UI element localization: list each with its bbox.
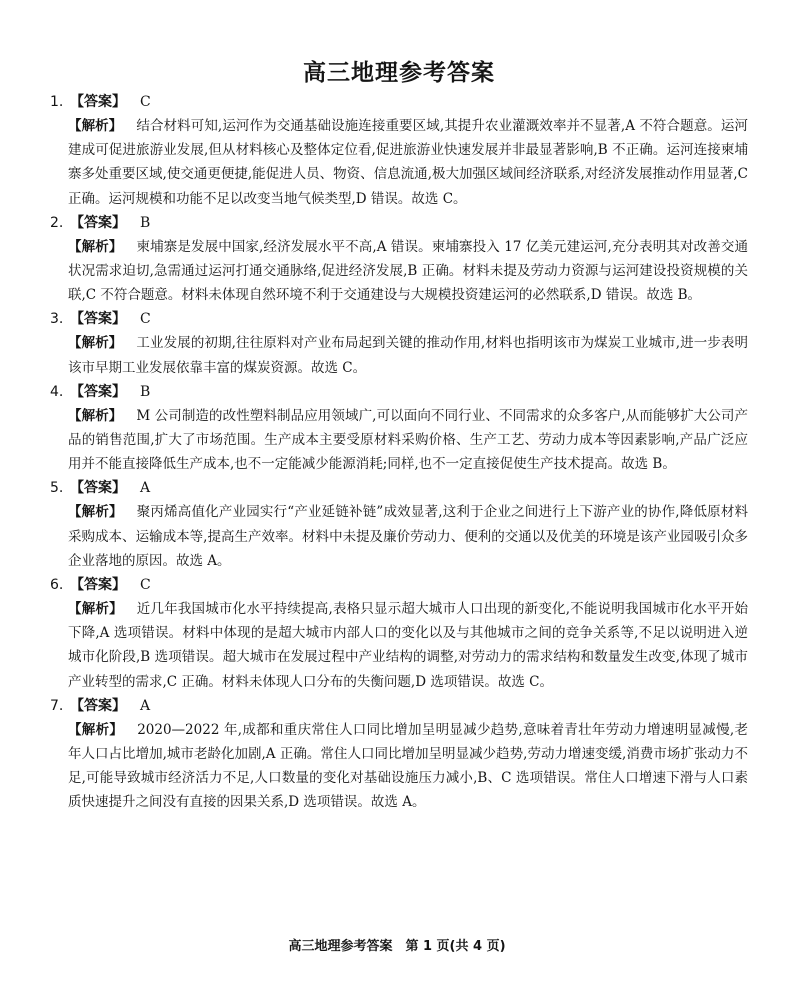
answer-line — [50, 476, 748, 500]
page-title: 高三地理参考答案 — [303, 60, 495, 86]
question-item — [50, 90, 748, 211]
analysis-tag: 【解析】 — [68, 407, 123, 424]
answer-tag: 【答案】 — [70, 480, 126, 497]
analysis-text: 结合材料可知,运河作为交通基础设施连接重要区域,其提升农业灌溉效率并不显著,A 不符合题意。运河建成可促进旅游业发展,但从材料核心及整体定位看,促进旅游业快速发展并非最显著影响,B 不正确。运河连接柬埔寨多处重要区域,使交通更便捷,能促进人员、物资、信息流通,极大加强区域间经济联系,对经济发展推动作用显著,C 正确。运河规模和功能不足以改变当地气候类型,D 错误。故选 C。 — [68, 118, 748, 207]
question-number: 1. — [50, 94, 64, 110]
analysis-tag: 【解析】 — [68, 118, 123, 134]
analysis-paragraph — [50, 500, 748, 573]
answer-line — [50, 307, 748, 331]
answer-tag: 【答案】 — [70, 383, 126, 400]
analysis-paragraph — [50, 331, 748, 379]
answer-tag: 【答案】 — [70, 311, 126, 328]
question-list — [50, 90, 748, 815]
answer-tag: 【答案】 — [70, 94, 126, 110]
analysis-paragraph — [50, 404, 748, 477]
answer-value: B — [140, 214, 151, 231]
question-item — [50, 380, 748, 477]
analysis-tag: 【解析】 — [68, 238, 123, 255]
question-number: 2. — [50, 214, 64, 231]
answer-line — [50, 573, 748, 597]
answer-value: C — [140, 311, 151, 328]
analysis-tag: 【解析】 — [68, 504, 123, 521]
question-number: 7. — [50, 697, 64, 714]
question-number: 5. — [50, 480, 64, 497]
analysis-paragraph — [50, 114, 748, 211]
analysis-text: 柬埔寨是发展中国家,经济发展水平不高,A 错误。柬埔寨投入 17 亿美元建运河,充分表明其对改善交通状况需求迫切,急需通过运河打通交通脉络,促进经济发展,B 正确。材料未提及劳动力资源与运河建设投资规模的关联,C 不符合题意。材料未体现自然环境不利于交通建设与大规模投资建运河的必然联系,D 错误。故选 B。 — [68, 238, 748, 304]
question-item — [50, 573, 748, 694]
answer-value: C — [140, 577, 151, 594]
analysis-text: 聚丙烯高值化产业园实行“产业延链补链”成效显著,这利于企业之间进行上下游产业的协作,降低原材料采购成本、运输成本等,提高生产效率。材料中未提及廉价劳动力、便利的交通以及优美的环境是该产业园吸引众多企业落地的原因。故选 A。 — [68, 504, 748, 569]
analysis-text: 近几年我国城市化水平持续提高,表格只显示超大城市人口出现的新变化,不能说明我国城市化水平开始下降,A 选项错误。材料中体现的是超大城市内部人口的变化以及与其他城市之间的竞争关系等,不足以说明进入逆城市化阶段,B 选项错误。超大城市在发展过程中产业结构的调整,对劳动力的需求结构和数量发生改变,体现了城市产业转型的需求,C 正确。材料未体现人口分布的失衡问题,D 选项错误。故选 C。 — [68, 601, 749, 690]
analysis-paragraph — [50, 597, 748, 694]
analysis-tag: 【解析】 — [68, 721, 124, 738]
answer-tag: 【答案】 — [70, 214, 126, 231]
answer-line — [50, 90, 748, 114]
answer-line — [50, 694, 748, 718]
page-footer: 高三地理参考答案 第 1 页(共 4 页) — [288, 939, 506, 954]
analysis-paragraph — [50, 718, 748, 815]
question-item — [50, 211, 748, 308]
answer-line — [50, 211, 748, 235]
analysis-paragraph — [50, 235, 748, 308]
answer-tag: 【答案】 — [70, 697, 126, 714]
answer-tag: 【答案】 — [70, 577, 126, 594]
analysis-text: M 公司制造的改性塑料制品应用领域广,可以面向不同行业、不同需求的众多客户,从而能够扩大公司产品的销售范围,扩大了市场范围。生产成本主要受原材料采购价格、生产工艺、劳动力成本等因素影响,产品广泛应用并不能直接降低生产成本,也不一定能减少能源消耗;同样,也不一定直接促使生产技术提高。故选 B。 — [68, 407, 749, 473]
analysis-text: 2020—2022 年,成都和重庆常住人口同比增加呈明显减少趋势,意味着青壮年劳动力增速明显减慢,老年人口占比增加,城市老龄化加剧,A 正确。常住人口同比增加呈明显减少趋势,劳动力增速变缓,消费市场扩张动力不足,可能导致城市经济活力不足,人口数量的变化对基础设施压力减小,B、C 选项错误。常住人口增速下滑与人口素质快速提升之间没有直接的因果关系,D 选项错误。故选 A。 — [68, 721, 748, 811]
analysis-text: 工业发展的初期,往往原料对产业布局起到关键的推动作用,材料也指明该市为煤炭工业城市,进一步表明该市早期工业发展依靠丰富的煤炭资源。故选 C。 — [68, 335, 749, 376]
answer-value: A — [140, 697, 151, 714]
question-item — [50, 307, 748, 379]
question-item — [50, 476, 748, 573]
question-number: 3. — [50, 311, 64, 328]
answer-value: C — [140, 94, 151, 110]
answer-value: A — [140, 480, 151, 497]
answer-line — [50, 380, 748, 404]
question-number: 4. — [50, 383, 64, 400]
answer-value: B — [140, 383, 151, 400]
analysis-tag: 【解析】 — [68, 601, 123, 618]
question-number: 6. — [50, 577, 64, 594]
question-item — [50, 694, 748, 815]
analysis-tag: 【解析】 — [68, 335, 123, 352]
